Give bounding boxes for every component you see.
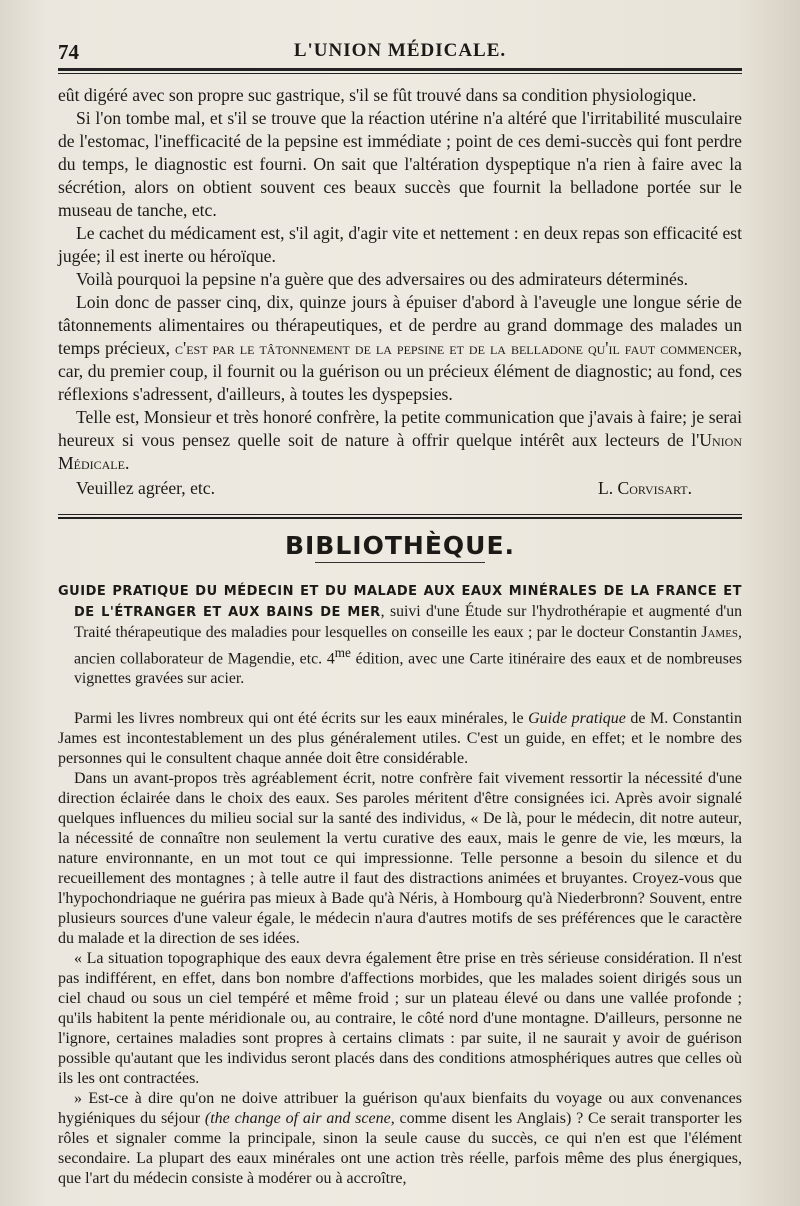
letter-paragraph [58, 406, 742, 475]
letter-paragraph: eût digéré avec son propre suc gastrique, s'il se fût trouvé dans sa condition physiologique. [58, 85, 697, 105]
book-title: GUIDE PRATIQUE DU MÉDECIN ET DU MALADE AUX EAUX MINÉRALES DE LA FRANCE ET DE L'ÉTRANGER ET AUX BAINS DE MER [58, 584, 742, 620]
letter-paragraph [58, 291, 742, 406]
text-run: Parmi les livres nombreux qui ont été écrits sur les eaux minérales, le [74, 710, 529, 728]
header-rule [58, 68, 742, 74]
page-number: 74 [58, 40, 79, 64]
text-run: . [124, 453, 130, 473]
text-run: édition, avec une Carte itinéraire des eaux et de nombreuses vignettes gravées sur acier. [74, 650, 742, 688]
running-head [58, 38, 742, 68]
letter-paragraph: Si l'on tombe mal, et s'il se trouve que la réaction utérine n'a altéré que l'irritabilité musculaire de l'estomac, l'inefficacité de la pepsine est immédiate ; point de ces demi-succès qui font perdre du temps, le diagnostic est fourni. On sait que l'altération dyspeptique n'a rien à faire avec la sécrétion, alors on obtient souvent ces beaux succès que fournit la belladone portée sur le museau de tanche, etc. [58, 108, 742, 220]
text-run: , suivi d'une Étude sur l'hydrothérapie et augmenté d'un Traité thérapeutique des maladies pour lesquelles on conseille les eaux ; par le docteur Constantin [74, 603, 742, 641]
title-underline [315, 562, 485, 563]
english-quote-italic: (the change of air and scene, [204, 1110, 395, 1128]
letter-body [58, 84, 742, 475]
author-name: James [701, 624, 739, 641]
journal-name-small-caps: Union Médicale [58, 430, 742, 473]
text-run: Loin donc de passer cinq, dix, quinze jours à épuiser d'abord à l'aveugle une longue série de tâtonnements alimentaires ou thérapeutiques, et de perdre au grand dommage des malades un temps précieux, [58, 292, 742, 358]
text-run: » Est-ce à dire qu'on ne doive attribuer la guérison qu'aux bienfaits du voyage ou aux convenances hygiéniques du séjour [58, 1090, 742, 1128]
letter-paragraph: Voilà pourquoi la pepsine n'a guère que des adversaires ou des admirateurs déterminés. [76, 269, 689, 289]
signature-line [58, 477, 742, 500]
book-title-italic: Guide pratique [528, 710, 626, 728]
text-run: , car, du premier coup, il fournit ou la guérison ou un précieux élément de diagnostic; au fond, ces réflexions s'adressent, d'ailleurs, à toutes les dyspepsies. [58, 338, 742, 404]
journal-title: L'UNION MÉDICALE. [293, 40, 507, 61]
section-rule [58, 514, 742, 519]
letter-paragraph: Le cachet du médicament est, s'il agit, d'agir vite et nettement : en deux repas son efficacité est jugée; il est inerte ou héroïque. [58, 223, 743, 266]
text-run: de M. Constantin James est incontestablement un des plus généralement utiles. C'est un guide, en effet; et le nombre des personnes qui le consultent chaque année doit être considérable. [58, 710, 743, 768]
edition-superscript: me [334, 645, 351, 660]
review-body [58, 709, 742, 1189]
emphasis-small-caps: c'est par le tâtonnement de la pepsine et de la belladone qu'il faut commencer [175, 338, 738, 358]
signature: L. Corvisart. [597, 478, 692, 498]
text-run: , ancien collaborateur de Magendie, etc. 4 [74, 624, 742, 668]
review-paragraph [58, 709, 742, 769]
text-run: Telle est, Monsieur et très honoré confrère, la petite communication que j'avais à faire; je serai heureux si vous pensez quelle soit de nature à offrir quelque intérêt aux lecteurs de l' [58, 407, 742, 450]
section-title: BIBLIOTHÈQUE. [284, 531, 516, 560]
book-entry [58, 581, 742, 689]
review-paragraph [58, 1089, 742, 1189]
text-run: comme disent les Anglais) ? Ce serait transporter les rôles et signaler comme la principale, sinon la seule cause du succès, ce qui n'en est que l'élément secondaire. La plupart des eaux minérales ont une action très réelle, parfois même des plus énergiques, que l'art du médecin consiste à modérer ou à accroître, [58, 1110, 743, 1188]
review-paragraph: Dans un avant-propos très agréablement écrit, notre confrère fait vivement ressortir la nécessité d'une direction éclairée dans le choix des eaux. Ses paroles méritent d'être consignées ici. Après avoir signalé quelques influences du milieu social sur la santé des individus, « De là, pour le médecin, dit notre auteur, la nécessité de connaître non seulement la vertu curative des eaux, mais le genre de vie, les mœurs, la nature environnante, en un mot tout ce qui impressionne. Telle personne a besoin du silence et du recueillement des montagnes ; à telle autre il faut des distractions animées et bruyantes. Croyez-vous que l'hypochondriaque ne guérira pas mieux à Bade qu'à Néris, à Hombourg qu'à Niederbronn? Souvent, entre plusieurs sources d'une valeur égale, le médecin n'aura d'autres motifs de ses préférences que le caractère du malade et la direction de ses idées. [58, 770, 742, 948]
closing-formula: Veuillez agréer, etc. [76, 478, 215, 498]
review-paragraph: « La situation topographique des eaux devra également être prise en très sérieuse considération. Il n'est pas indifférent, en effet, dans bon nombre d'affections morbides, que les malades soient dirigés sous un ciel chaud ou sous un ciel tempéré et même froid ; sur un plateau élevé ou dans une vallée profonde ; qu'ils habitent la pente méridionale ou, au contraire, le côté nord d'une montagne. D'ailleurs, personne ne l'ignore, certaines maladies sont propres à certains climats : par suite, il ne saurait y avoir de guérison possible qu'autant que les individus seront placés dans des conditions atmosphériques autres que celles où ils les ont contractées. [58, 950, 742, 1088]
